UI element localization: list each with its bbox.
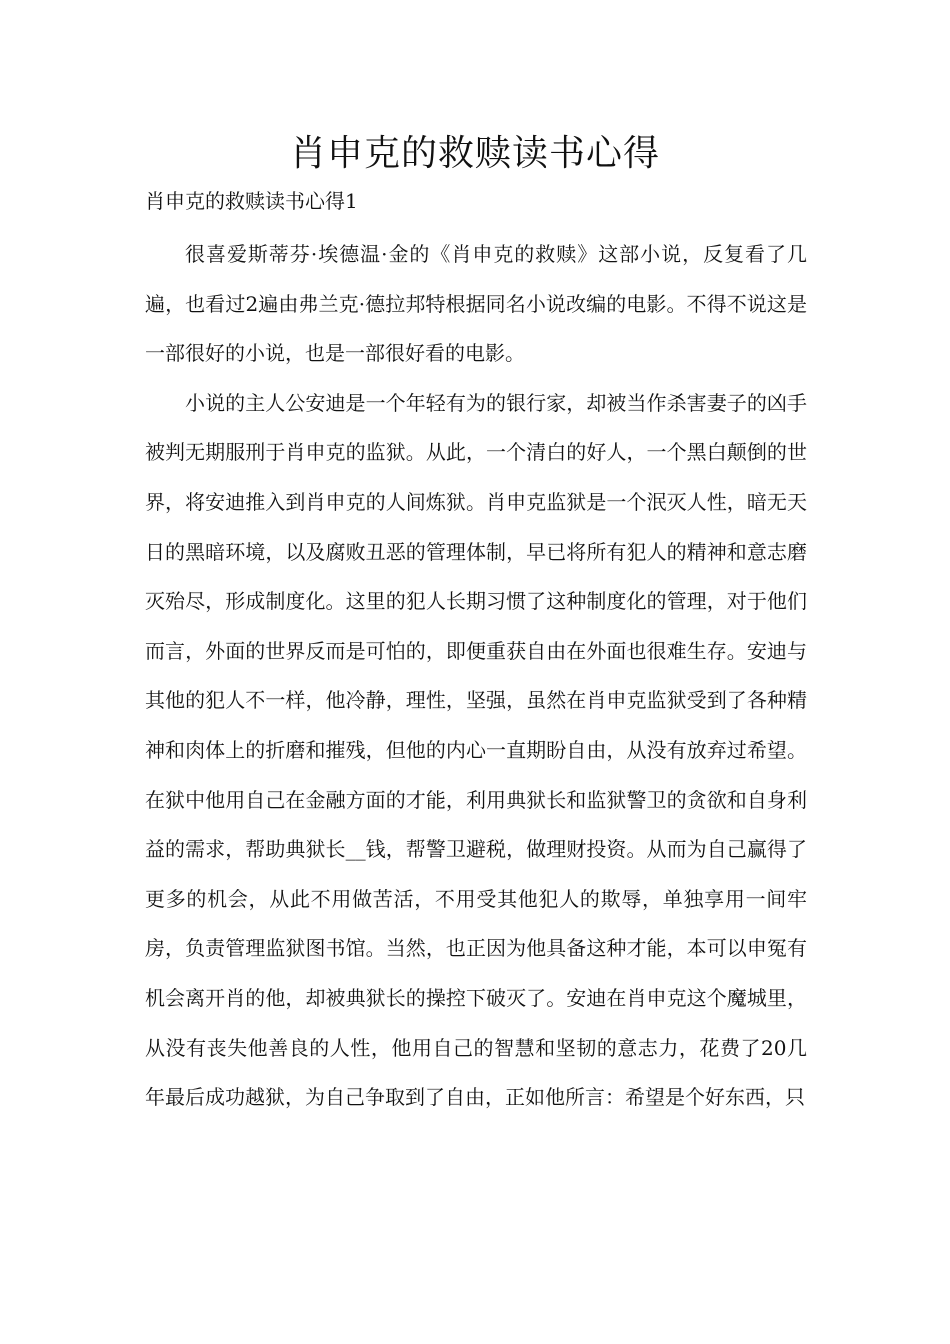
- document-body: [145, 230, 807, 1123]
- paragraph-1: 很喜爱斯蒂芬·埃德温·金的《肖申克的救赎》这部小说，反复看了几遍，也看过2遍由弗兰克·德拉邦特根据同名小说改编的电影。不得不说这是一部很好的小说，也是一部很好看的电影。: [145, 242, 807, 366]
- paragraph-2: 小说的主人公安迪是一个年轻有为的银行家，却被当作杀害妻子的凶手被判无期服刑于肖申克的监狱。从此，一个清白的好人，一个黑白颠倒的世界，将安迪推入到肖申克的人间炼狱。肖申克监狱是一个泯灭人性，暗无天日的黑暗环境，以及腐败丑恶的管理体制，早已将所有犯人的精神和意志磨灭殆尽，形成制度化。这里的犯人长期习惯了这种制度化的管理，对于他们而言，外面的世界反而是可怕的，即便重获自由在外面也很难生存。安迪与其他的犯人不一样，他冷静，理性，坚强，虽然在肖申克监狱受到了各种精神和肉体上的折磨和摧残，但他的内心一直期盼自由，从没有放弃过希望。在狱中他用自己在金融方面的才能，利用典狱长和监狱警卫的贪欲和自身利益的需求，帮助典狱长__钱，帮警卫避税，做理财投资。从而为自己赢得了更多的机会，从此不用做苦活，不用受其他犯人的欺辱，单独享用一间牢房，负责管理监狱图书馆。当然，也正因为他具备这种才能，本可以申冤有机会离开肖的他，却被典狱长的操控下破灭了。安迪在肖申克这个魔城里，从没有丧失他善良的人性，他用自己的智慧和坚韧的意志力，花费了20几年最后成功越狱，为自己争取到了自由，正如他所言：希望是个好东西，只: [145, 390, 807, 1110]
- document-title: 肖申克的救赎读书心得: [289, 133, 660, 174]
- section-heading: 肖申克的救赎读书心得1: [145, 189, 358, 213]
